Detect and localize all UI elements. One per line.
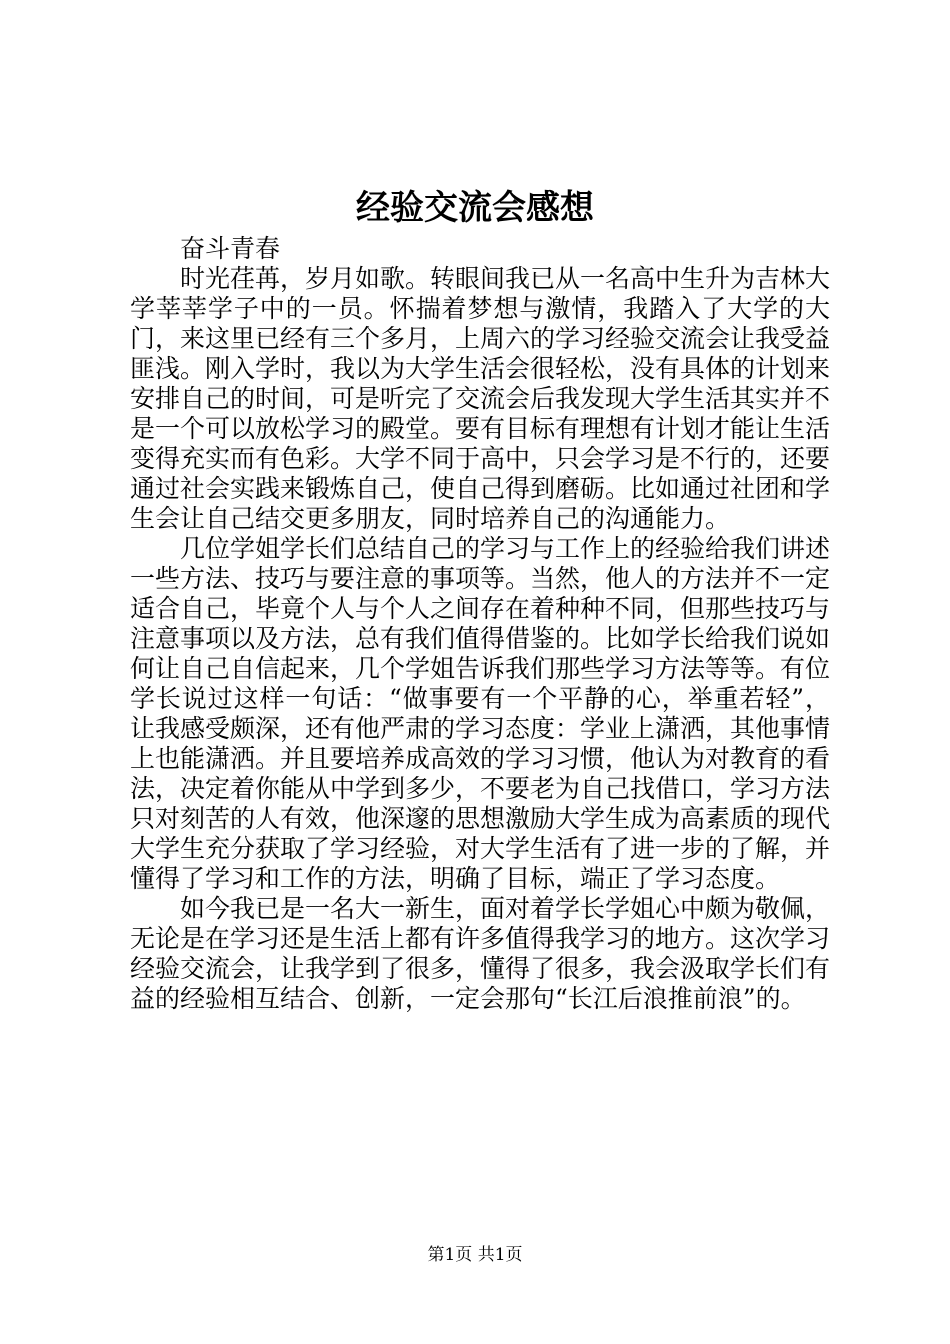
author-line: 奋斗青春 [180,234,281,263]
document-body [130,234,830,1014]
page-title: 经验交流会感想 [356,188,594,228]
page-number-footer: 第1页 共1页 [427,1245,523,1265]
paragraph: 时光荏苒，岁月如歌。转眼间我已从一名高中生升为吉林大学莘莘学子中的一员。怀揣着梦想与激情，我踏入了大学的大门，来这里已经有三个多月，上周六的学习经验交流会让我受益匪浅。刚入学时，我以为大学生活会很轻松，没有具体的计划来安排自己的时间，可是听完了交流会后我发现大学生活其实并不是一个可以放松学习的殿堂。要有目标有理想有计划才能让生活变得充实而有色彩。大学不同于高中，只会学习是不行的，还要通过社会实践来锻炼自己，使自己得到磨砺。比如通过社团和学生会让自己结交更多朋友，同时培养自己的沟通能力。 [130,264,831,533]
paragraph: 几位学姐学长们总结自己的学习与工作上的经验给我们讲述一些方法、技巧与要注意的事项等。当然，他人的方法并不一定适合自己，毕竟个人与个人之间存在着种种不同，但那些技巧与注意事项以及方法，总有我们值得借鉴的。比如学长给我们说如何让自己自信起来，几个学姐告诉我们那些学习方法等等。有位学长说过这样一句话：“做事要有一个平静的心，举重若轻”，让我感受颇深，还有他严肃的学习态度：学业上潇洒，其他事情上也能潇洒。并且要培养成高效的学习习惯，他认为对教育的看法，决定着你能从中学到多少，不要老为自己找借口，学习方法只对刻苦的人有效，他深邃的思想激励大学生成为高素质的现代大学生充分获取了学习经验，对大学生活有了进一步的了解，并懂得了学习和工作的方法，明确了目标，端正了学习态度。 [130,534,831,893]
paragraph: 如今我已是一名大一新生，面对着学长学姐心中颇为敬佩，无论是在学习还是生活上都有许多值得我学习的地方。这次学习经验交流会，让我学到了很多，懂得了很多，我会汲取学长们有益的经验相互结合、创新，一定会那句“长江后浪推前浪”的。 [130,894,831,1013]
